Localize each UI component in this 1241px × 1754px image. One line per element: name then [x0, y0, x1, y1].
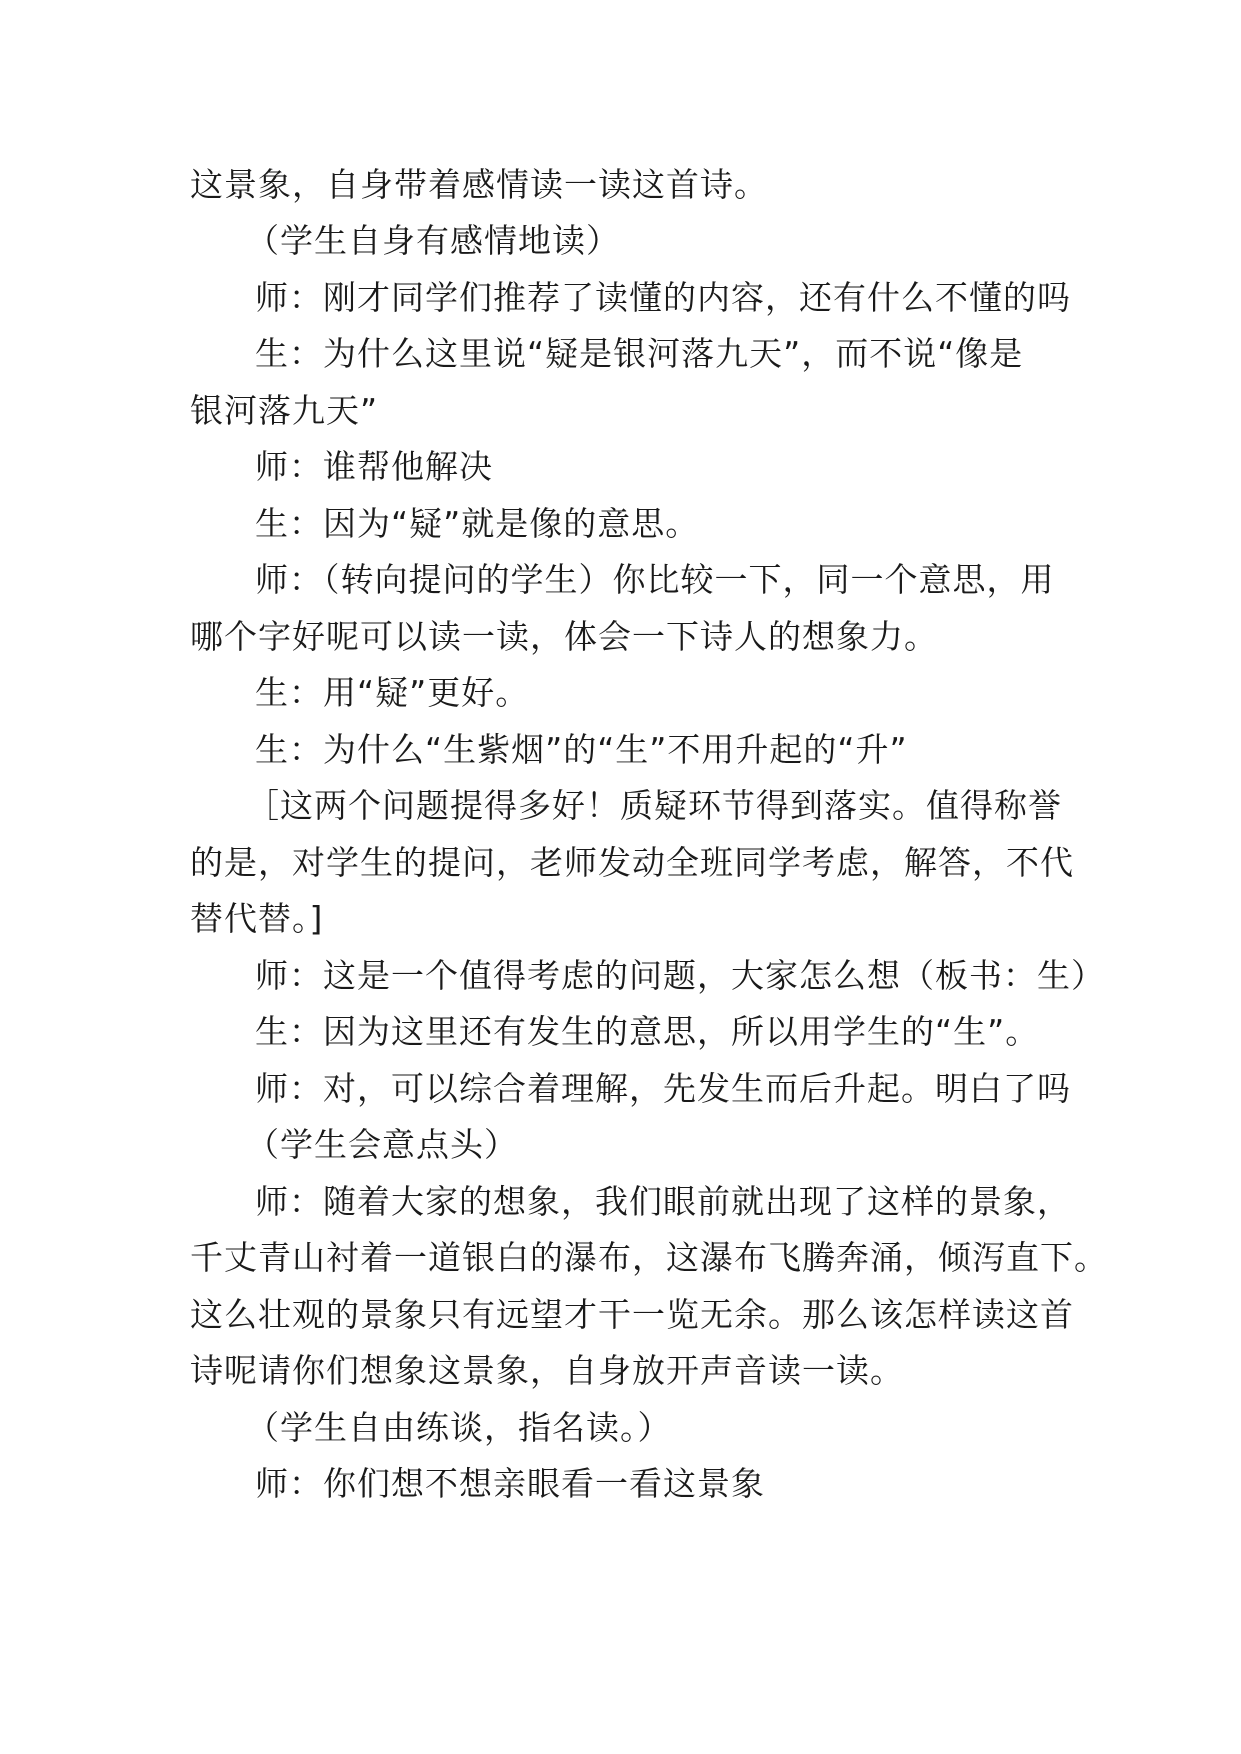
- text-line-7: 生：因为“疑”就是像的意思。: [255, 504, 700, 543]
- text-line-15: 师：这是一个值得考虑的问题，大家怎么想（板书：生）: [255, 956, 1105, 995]
- text-line-5: 银河落九天”: [190, 391, 379, 430]
- text-line-2: （学生自身有感情地读）: [246, 221, 620, 260]
- text-line-17: 师：对，可以综合着理解，先发生而后升起。明白了吗: [255, 1069, 1071, 1108]
- text-line-6: 师：谁帮他解决: [255, 447, 493, 486]
- text-line-13: 的是，对学生的提问，老师发动全班同学考虑，解答，不代: [190, 843, 1074, 882]
- text-line-21: 这么壮观的景象只有远望才干一览无余。那么该怎样读这首: [190, 1295, 1074, 1334]
- text-line-14: 替代替。]: [190, 899, 324, 938]
- text-line-16: 生：因为这里还有发生的意思，所以用学生的“生”。: [255, 1012, 1040, 1051]
- text-line-9: 哪个字好呢可以读一读，体会一下诗人的想象力。: [190, 617, 938, 656]
- text-line-24: 师：你们想不想亲眼看一看这景象: [255, 1464, 765, 1503]
- text-line-19: 师：随着大家的想象，我们眼前就出现了这样的景象，: [255, 1182, 1071, 1221]
- text-line-23: （学生自由练谈，指名读。）: [246, 1408, 672, 1447]
- text-line-10: 生：用“疑”更好。: [255, 673, 530, 712]
- text-line-3: 师：刚才同学们推荐了读懂的内容，还有什么不懂的吗: [255, 278, 1071, 317]
- text-line-22: 诗呢请你们想象这景象，自身放开声音读一读。: [190, 1351, 904, 1390]
- text-line-4: 生：为什么这里说“疑是银河落九天”，而不说“像是: [255, 334, 1024, 373]
- text-line-18: （学生会意点头）: [246, 1125, 518, 1164]
- text-line-20: 千丈青山衬着一道银白的瀑布，这瀑布飞腾奔涌，倾泻直下。: [190, 1238, 1108, 1277]
- text-line-12: ［这两个问题提得多好！质疑环节得到落实。值得称誉: [246, 786, 1062, 825]
- text-line-8: 师：（转向提问的学生）你比较一下，同一个意思，用: [255, 560, 1055, 599]
- text-line-1: 这景象，自身带着感情读一读这首诗。: [190, 165, 768, 204]
- text-line-11: 生：为什么“生紫烟”的“生”不用升起的“升”: [255, 730, 908, 769]
